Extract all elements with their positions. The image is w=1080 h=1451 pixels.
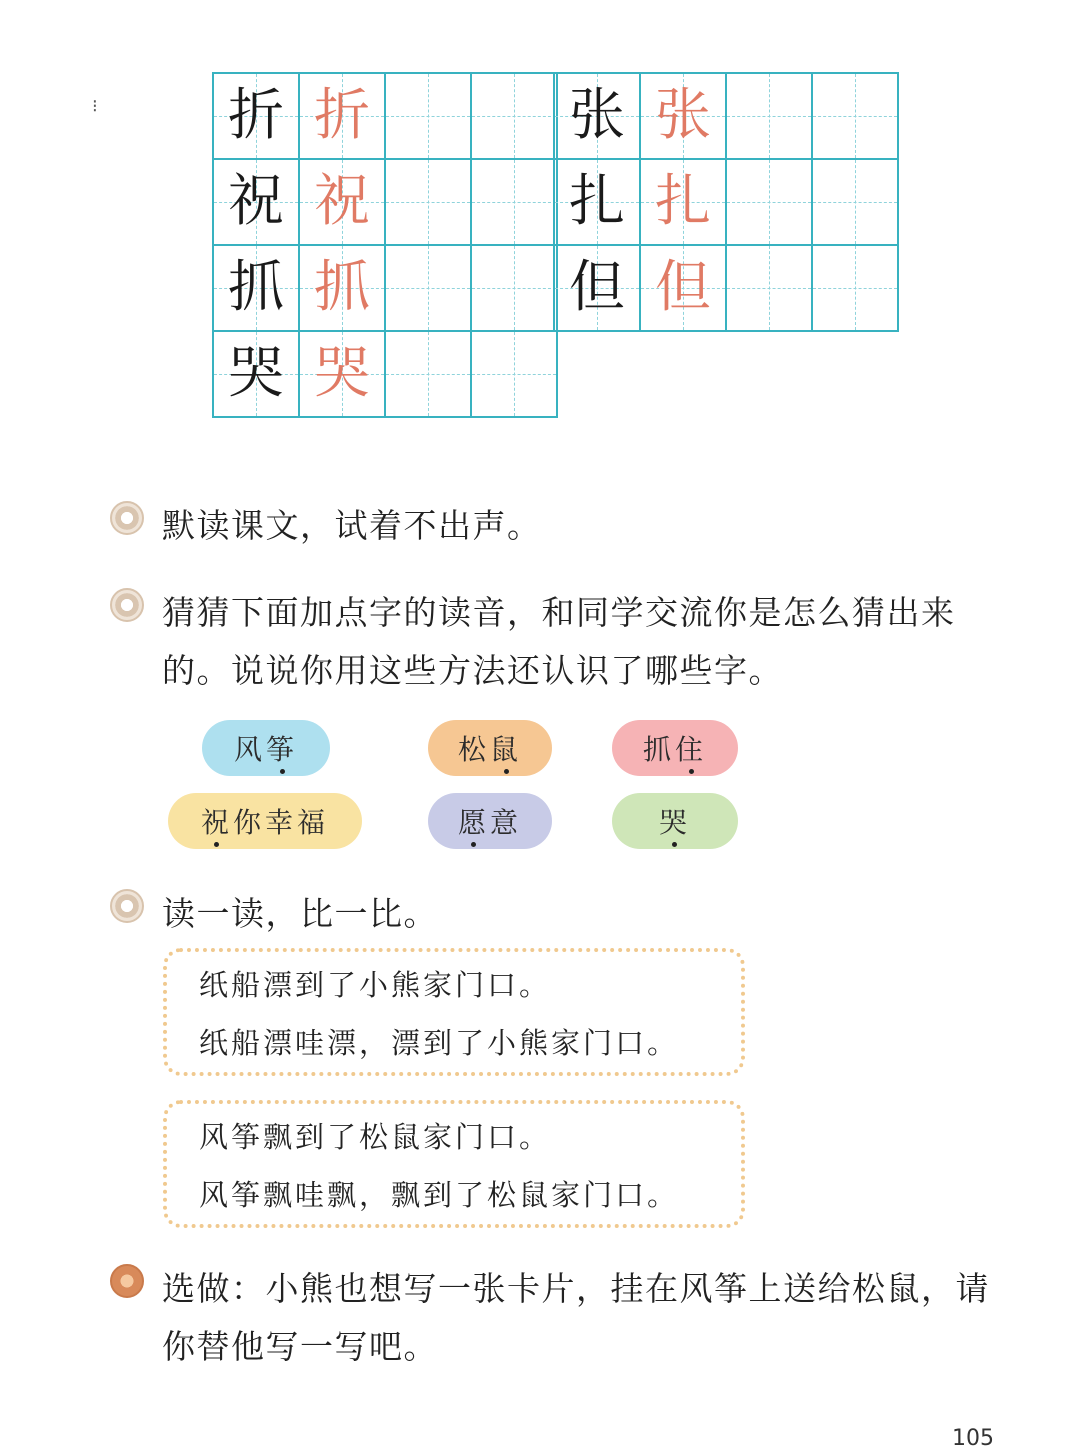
word-tag [168, 793, 362, 849]
trace-char-cell [299, 73, 385, 159]
flower-bullet-icon [110, 588, 144, 622]
trace-char-cell [640, 245, 726, 331]
practice-cell[interactable] [726, 245, 812, 331]
word-tag [428, 720, 552, 776]
tag-plain-char: 抓 [642, 733, 675, 766]
practice-cell[interactable] [726, 73, 812, 159]
trace-char: 哭 [314, 341, 370, 406]
model-char: 抓 [228, 255, 284, 320]
model-char-cell [213, 245, 299, 331]
grid-row [554, 245, 898, 331]
word-tag [428, 793, 552, 849]
flower-bullet-icon [110, 889, 144, 923]
model-char-cell [213, 159, 299, 245]
trace-char: 祝 [314, 169, 370, 234]
practice-cell[interactable] [385, 245, 471, 331]
tag-dotted-char: 筝 [266, 728, 298, 768]
sentence-line: 纸船漂哇漂，漂到了小熊家门口。 [199, 1026, 680, 1060]
stray-mark: ⁝ [92, 96, 98, 117]
practice-cell[interactable] [812, 73, 898, 159]
practice-cell[interactable] [812, 159, 898, 245]
model-char: 扎 [569, 169, 625, 234]
word-tag [612, 793, 738, 849]
model-char: 但 [569, 255, 625, 320]
word-tag [612, 720, 738, 776]
exercise-text: 选做：小熊也想写一张卡片，挂在风筝上送给松鼠，请你替他写一写吧。 [162, 1269, 990, 1366]
grid-row [213, 331, 557, 417]
exercise-text: 猜猜下面加点字的读音，和同学交流你是怎么猜出来的。说说你用这些方法还认识了哪些字。 [162, 593, 956, 690]
flower-bullet-icon [110, 501, 144, 535]
practice-cell[interactable] [385, 331, 471, 417]
grid-row [213, 73, 557, 159]
exercise-optional-card [110, 1260, 1010, 1376]
grid-row [213, 159, 557, 245]
sentence-box [163, 948, 745, 1076]
model-char-cell [213, 331, 299, 417]
tag-dotted-char: 鼠 [490, 728, 522, 768]
tag-suffix-chars: 你幸福 [233, 806, 330, 839]
sentence-line: 纸船漂到了小熊家门口。 [199, 968, 552, 1002]
grid-row [554, 73, 898, 159]
practice-cell[interactable] [385, 159, 471, 245]
model-char: 张 [569, 83, 625, 148]
exercise-text: 默读课文，试着不出声。 [162, 506, 542, 545]
practice-cell[interactable] [385, 73, 471, 159]
tag-dotted-char: 祝 [201, 801, 233, 841]
tag-dotted-char: 哭 [659, 801, 691, 841]
trace-char-cell [640, 159, 726, 245]
model-char: 哭 [228, 341, 284, 406]
tag-suffix-chars: 意 [490, 806, 523, 839]
trace-char-cell [640, 73, 726, 159]
page-number: 105 [952, 1426, 994, 1451]
tag-dotted-char: 住 [675, 728, 707, 768]
model-char-cell [554, 245, 640, 331]
trace-char-cell [299, 245, 385, 331]
practice-cell[interactable] [812, 245, 898, 331]
exercise-text: 读一读，比一比。 [162, 894, 438, 933]
practice-cell[interactable] [726, 159, 812, 245]
tag-dotted-char: 愿 [458, 801, 490, 841]
trace-char-cell [299, 331, 385, 417]
model-char-cell [554, 73, 640, 159]
practice-cell[interactable] [471, 331, 557, 417]
sentence-line: 风筝飘哇飘，飘到了松鼠家门口。 [199, 1178, 680, 1212]
tag-plain-char: 松 [457, 733, 490, 766]
model-char: 祝 [228, 169, 284, 234]
word-tag [202, 720, 330, 776]
trace-char: 张 [655, 83, 711, 148]
grid-row [213, 245, 557, 331]
trace-char: 抓 [314, 255, 370, 320]
flower-bullet-icon [110, 1264, 144, 1298]
trace-char-cell [299, 159, 385, 245]
writing-grid-left [212, 72, 558, 418]
model-char: 折 [228, 83, 284, 148]
model-char-cell [213, 73, 299, 159]
practice-cell[interactable] [471, 159, 557, 245]
practice-cell[interactable] [471, 245, 557, 331]
trace-char: 扎 [655, 169, 711, 234]
tag-plain-char: 风 [233, 733, 266, 766]
model-char-cell [554, 159, 640, 245]
writing-grid-right [553, 72, 899, 332]
grid-row [554, 159, 898, 245]
exercise-read-compare [110, 885, 1010, 943]
sentence-box [163, 1100, 745, 1228]
exercise-guess-pronunciation [110, 584, 1010, 700]
exercise-silent-reading [110, 497, 1010, 555]
practice-cell[interactable] [471, 73, 557, 159]
trace-char: 折 [314, 83, 370, 148]
trace-char: 但 [655, 255, 711, 320]
sentence-line: 风筝飘到了松鼠家门口。 [199, 1120, 552, 1154]
